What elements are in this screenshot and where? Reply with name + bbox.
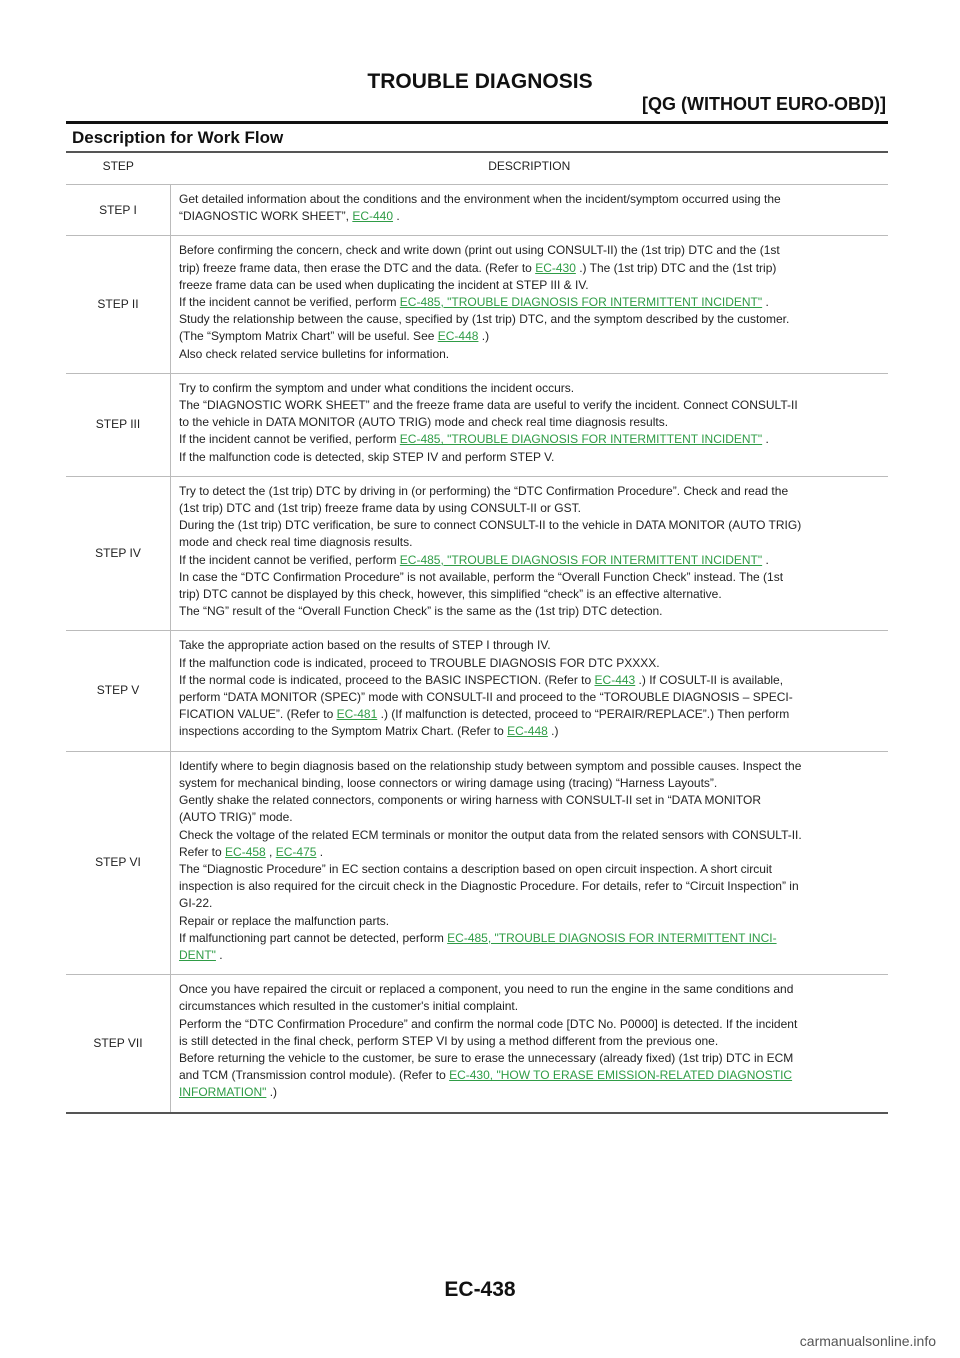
cross-reference-link[interactable]: EC-430 [535,260,576,275]
work-flow-table [66,151,888,1114]
page-title: TROUBLE DIAGNOSIS [367,70,593,93]
step-label: STEP I [66,185,171,236]
step-description [171,373,889,476]
description-text: The “NG” result of the “Overall Function Check” is the same as the (1st trip) DTC detection. [179,604,663,619]
description-line [179,655,884,672]
column-header-description: DESCRIPTION [171,152,889,185]
description-line [179,878,884,895]
step-label: STEP III [66,373,171,476]
description-line [179,689,884,706]
step-label: STEP VII [66,975,171,1113]
description-line [179,1033,884,1050]
description-line [179,706,884,723]
description-text: trip) DTC cannot be displayed by this check, however, this simplified “check” is an effective alternative. [179,587,722,602]
page-number: EC-438 [444,1278,516,1301]
description-line [179,569,884,586]
description-text: (1st trip) DTC and (1st trip) freeze frame data by using CONSULT-II or GST. [179,501,581,516]
step-label: STEP VI [66,751,171,974]
description-text: If the malfunction code is detected, skip STEP IV and perform STEP V. [179,449,555,464]
description-text: . [215,947,223,962]
description-text: FICATION VALUE”. (Refer to [179,707,337,722]
description-text: If the incident cannot be verified, perform [179,295,400,310]
cross-reference-link[interactable]: EC-430, "HOW TO ERASE EMISSION-RELATED DIAGNOSTIC [449,1068,793,1083]
description-line [179,242,884,259]
step-description [171,975,889,1113]
description-text: trip) freeze frame data, then erase the DTC and the data. (Refer to [179,260,536,275]
description-line [179,998,884,1015]
description-text: (AUTO TRIG)” mode. [179,810,293,825]
description-text: Also check related service bulletins for information. [179,346,450,361]
description-text: Try to confirm the symptom and under what conditions the incident occurs. [179,380,575,395]
table-row [66,236,888,373]
table-row [66,185,888,236]
description-line [179,277,884,294]
cross-reference-link[interactable]: EC-481 [336,707,378,722]
description-line [179,191,884,208]
description-line [179,672,884,689]
description-line [179,637,884,654]
description-text: In case the “DTC Confirmation Procedure” is not available, perform the “Overall Function Check” instead. The (1st [179,569,784,584]
description-text: Gently shake the related connectors, components or wiring harness with CONSULT-II set in “DATA MONITOR [179,793,761,808]
description-text: The “DIAGNOSTIC WORK SHEET” and the freeze frame data are useful to verify the incident. Connect CONSULT-II [179,398,798,413]
table-row [66,631,888,751]
cross-reference-link[interactable]: DENT" [179,947,216,962]
description-line [179,861,884,878]
description-text: to the vehicle in DATA MONITOR (AUTO TRIG) mode and check real time diagnosis results. [179,415,669,430]
description-line [179,380,884,397]
description-text: mode and check real time diagnosis results. [179,535,413,550]
description-text: During the (1st trip) DTC verification, be sure to connect CONSULT-II to the vehicle in DATA MONITOR (AUTO TRIG) [179,518,802,533]
cross-reference-link[interactable]: EC-458 [225,844,266,859]
cross-reference-link[interactable]: EC-485, "TROUBLE DIAGNOSIS FOR INTERMITTENT INCIDENT" [399,432,763,447]
description-line [179,844,884,861]
description-text: freeze frame data can be used when duplicating the incident at STEP III & IV. [179,277,589,292]
description-text: If the incident cannot be verified, perform [179,432,400,447]
description-text: GI-22. [179,896,213,911]
header-rule [66,121,888,124]
description-text: Check the voltage of the related ECM terminals or monitor the output data from the related sensors with CONSULT-II. [179,827,802,842]
description-line [179,431,884,448]
description-text: and TCM (Transmission control module). (Refer to [179,1068,450,1083]
description-line [179,260,884,277]
step-description [171,751,889,974]
description-text: Before confirming the concern, check and write down (print out using CONSULT-II) the (1st trip) DTC and the (1st [179,243,780,258]
description-text: circumstances which resulted in the customer's initial complaint. [179,999,519,1014]
description-line [179,1016,884,1033]
cross-reference-link[interactable]: EC-448 [507,724,548,739]
description-line [179,1084,884,1101]
description-line [179,930,884,947]
cross-reference-link[interactable]: EC-485, "TROUBLE DIAGNOSIS FOR INTERMITTENT INCI- [447,930,777,945]
table-row [66,751,888,974]
description-text: Refer to [179,844,226,859]
description-text: .) [547,724,559,739]
step-label: STEP II [66,236,171,373]
table-row [66,373,888,476]
description-text: .) If COSULT-II is available, [635,672,784,687]
column-header-step: STEP [66,152,171,185]
description-text: If the incident cannot be verified, perform [179,552,400,567]
description-text: .) The (1st trip) DTC and the (1st trip) [575,260,777,275]
description-text: Before returning the vehicle to the customer, be sure to erase the unnecessary (already fixed) (1st trip) DTC in ECM [179,1050,794,1065]
description-line [179,827,884,844]
description-text: If the malfunction code is indicated, proceed to TROUBLE DIAGNOSIS FOR DTC PXXXX. [179,655,660,670]
description-line [179,552,884,569]
step-label: STEP IV [66,476,171,631]
cross-reference-link[interactable]: INFORMATION" [179,1085,267,1100]
cross-reference-link[interactable]: EC-485, "TROUBLE DIAGNOSIS FOR INTERMITTENT INCIDENT" [399,552,763,567]
description-text: system for mechanical binding, loose connectors or wiring damage using (tracing) “Harness Layouts”. [179,775,718,790]
description-text: Try to detect the (1st trip) DTC by driving in (or performing) the “DTC Confirmation Procedure”. Check and read the [179,483,789,498]
description-line [179,723,884,740]
description-text: Get detailed information about the conditions and the environment when the incident/symptom occurred using the [179,192,781,206]
description-line [179,449,884,466]
description-text: inspection is also required for the circuit check in the Diagnostic Procedure. For details, refer to “Circuit Inspection” in [179,879,799,894]
description-line [179,208,884,225]
description-line [179,895,884,912]
description-line [179,775,884,792]
description-text: is still detected in the final check, perform STEP VI by using a method different from the previous one. [179,1033,719,1048]
section-heading: Description for Work Flow [72,128,284,147]
description-text: . [762,295,769,310]
description-line [179,414,884,431]
description-text: , [265,844,276,859]
description-text: inspections according to the Symptom Matrix Chart. (Refer to [179,724,508,739]
step-label: STEP V [66,631,171,751]
step-description [171,631,889,751]
description-line [179,981,884,998]
table-row [66,476,888,631]
description-line [179,346,884,363]
description-line [179,517,884,534]
description-line [179,586,884,603]
description-line [179,758,884,775]
table-row [66,975,888,1113]
description-text: Study the relationship between the cause, specified by (1st trip) DTC, and the symptom described by the customer. [179,312,790,327]
description-line [179,397,884,414]
description-text: If the normal code is indicated, proceed to the BASIC INSPECTION. (Refer to [179,672,595,687]
cross-reference-link[interactable]: EC-448 [437,329,479,344]
cross-reference-link[interactable]: EC-443 [594,672,636,687]
description-line [179,328,884,345]
description-text: .) (If malfunction is detected, proceed to “PERAIR/REPLACE”.) Then perform [377,707,790,722]
cross-reference-link[interactable]: EC-475 [275,844,317,859]
description-text: Identify where to begin diagnosis based on the relationship study between symptom and possible causes. Inspect the [179,758,802,773]
section-tag: [QG (WITHOUT EURO-OBD)] [642,94,886,114]
description-line [179,947,884,964]
description-line [179,534,884,551]
step-description [171,236,889,373]
description-text: Once you have repaired the circuit or replaced a component, you need to run the engine in the same conditions and [179,982,794,997]
description-line [179,809,884,826]
description-line [179,294,884,311]
description-line [179,792,884,809]
description-text: If malfunctioning part cannot be detected, perform [179,930,448,945]
description-text: Repair or replace the malfunction parts. [179,913,390,928]
description-text: . [762,432,769,447]
description-line [179,500,884,517]
description-line [179,483,884,500]
description-text: .) [266,1085,278,1100]
description-text: perform “DATA MONITOR (SPEC)” mode with CONSULT-II and proceed to the “TOROUBLE DIAGNOSIS – SPECI- [179,690,793,705]
description-line [179,603,884,620]
watermark: carmanualsonline.info [799,1333,936,1349]
description-text: .) [478,329,490,344]
description-text: Perform the “DTC Confirmation Procedure” and confirm the normal code [DTC No. P0000] is detected. If the incident [179,1016,798,1031]
description-text: . [316,844,324,859]
table-header-row [66,152,888,185]
description-line [179,1050,884,1067]
description-text: “DIAGNOSTIC WORK SHEET”, [179,209,353,224]
cross-reference-link[interactable]: EC-485, "TROUBLE DIAGNOSIS FOR INTERMITTENT INCIDENT" [399,295,763,310]
description-text: The “Diagnostic Procedure” in EC section contains a description based on open circuit inspection. A short circuit [179,861,772,876]
step-description [171,476,889,631]
cross-reference-link[interactable]: EC-440 [352,209,394,224]
step-description [171,185,889,236]
description-line [179,1067,884,1084]
description-text: . [762,552,769,567]
description-text: . [393,209,400,224]
description-line [179,913,884,930]
description-line [179,311,884,328]
description-text: (The “Symptom Matrix Chart” will be useful. See [179,329,438,344]
description-text: Take the appropriate action based on the results of STEP I through IV. [179,638,551,653]
